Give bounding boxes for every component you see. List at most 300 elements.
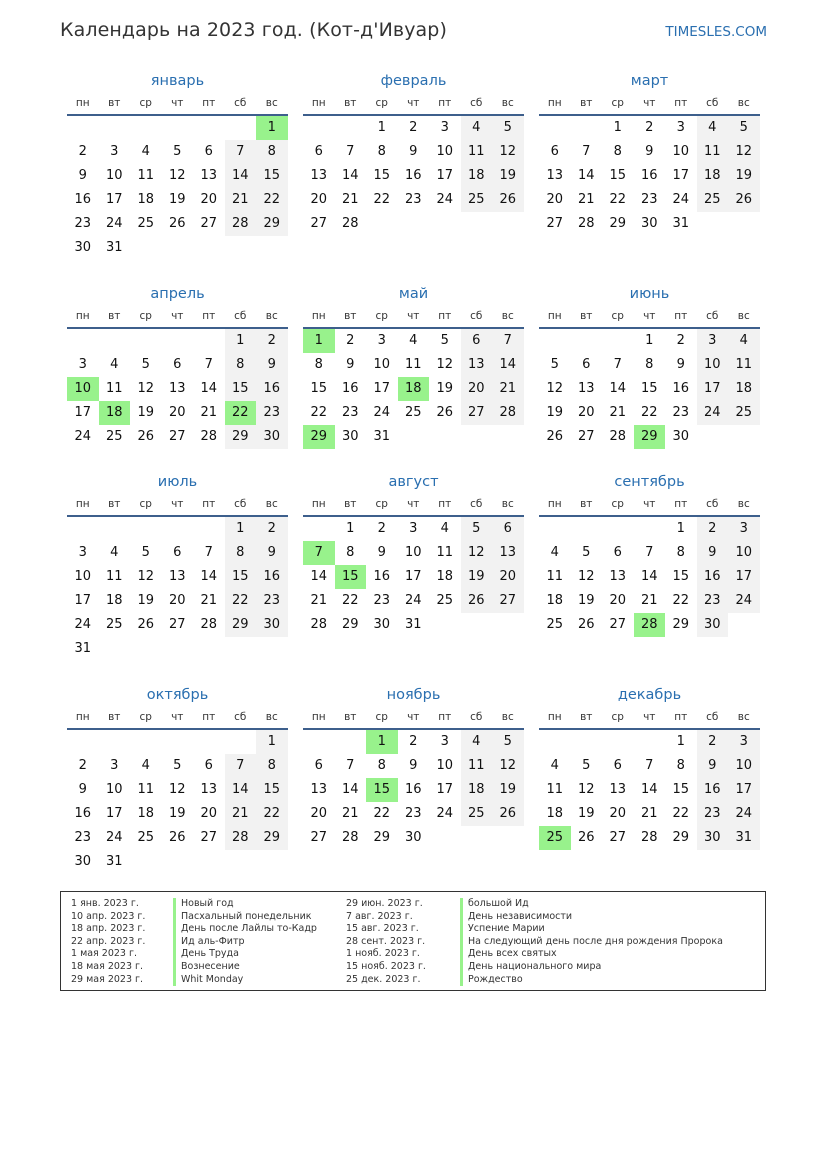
weekday-label: ср (375, 498, 388, 510)
weekday-label: ср (139, 310, 152, 322)
holiday-day: 7 (303, 541, 335, 565)
day-cell: 27 (200, 830, 218, 845)
day-cell: 8 (256, 140, 288, 164)
day-cell: 7 (346, 758, 355, 773)
day-cell: 8 (225, 541, 257, 565)
weekday-label: чт (643, 310, 656, 322)
day-cell: 4 (461, 730, 493, 754)
empty-cell (130, 730, 162, 754)
day-cell: 17 (436, 782, 454, 797)
day-cell: 10 (373, 357, 391, 372)
month-name: апрель (150, 286, 205, 302)
day-cell: 1 (225, 517, 257, 541)
empty-cell (303, 517, 335, 541)
holiday-name: День независимости (460, 911, 723, 924)
day-cell: 3 (676, 120, 685, 135)
day-cell: 9 (377, 545, 386, 560)
day-cell: 11 (436, 545, 454, 560)
day-cell: 8 (346, 545, 355, 560)
day-cell: 14 (492, 353, 524, 377)
day-cell: 18 (436, 569, 454, 584)
day-cell: 24 (404, 593, 422, 608)
day-cell: 29 (256, 826, 288, 850)
day-cell: 13 (200, 782, 218, 797)
month-block (303, 684, 524, 850)
day-cell: 5 (173, 144, 182, 159)
day-cell: 2 (676, 333, 685, 348)
day-cell: 26 (728, 188, 760, 212)
day-grid (67, 329, 288, 449)
day-cell: 11 (461, 754, 493, 778)
day-cell: 24 (105, 216, 123, 231)
month-name: январь (150, 73, 205, 89)
day-cell: 6 (314, 144, 323, 159)
day-cell: 22 (256, 802, 288, 826)
holiday-date: 25 дек. 2023 г. (346, 973, 421, 985)
day-cell: 21 (640, 593, 658, 608)
day-cell: 25 (436, 593, 454, 608)
holiday-name: Успение Марии (460, 923, 723, 936)
month-name: июнь (629, 286, 670, 302)
day-cell: 20 (492, 565, 524, 589)
day-cell: 27 (546, 216, 564, 231)
day-cell: 5 (173, 758, 182, 773)
day-cell: 20 (609, 593, 627, 608)
day-cell: 26 (436, 405, 454, 420)
day-cell: 22 (672, 593, 690, 608)
weekday-label: пн (75, 97, 90, 109)
day-cell: 18 (546, 806, 564, 821)
empty-cell (335, 730, 367, 754)
month-name: май (398, 286, 429, 302)
day-cell: 12 (492, 140, 524, 164)
day-cell: 30 (341, 429, 359, 444)
weekday-label: пт (674, 498, 688, 510)
day-cell: 6 (613, 758, 622, 773)
weekday-header (303, 493, 524, 517)
day-cell: 23 (672, 405, 690, 420)
day-cell: 19 (492, 164, 524, 188)
day-cell: 19 (137, 593, 155, 608)
day-cell: 13 (168, 381, 186, 396)
day-cell: 4 (141, 758, 150, 773)
day-cell: 12 (577, 782, 595, 797)
day-cell: 16 (74, 192, 92, 207)
day-cell: 28 (341, 216, 359, 231)
day-cell: 10 (672, 144, 690, 159)
day-cell: 25 (728, 401, 760, 425)
day-cell: 29 (225, 425, 257, 449)
day-cell: 21 (310, 593, 328, 608)
weekday-label: вт (108, 498, 121, 510)
day-cell: 15 (672, 569, 690, 584)
weekday-label: вс (737, 711, 750, 723)
weekday-label: пн (547, 711, 562, 723)
day-cell: 9 (409, 758, 418, 773)
day-cell: 20 (310, 806, 328, 821)
day-cell: 22 (373, 806, 391, 821)
weekday-label: чт (643, 97, 656, 109)
holiday-date: 1 нояб. 2023 г. (346, 948, 420, 960)
day-cell: 28 (200, 429, 218, 444)
day-cell: 20 (546, 192, 564, 207)
day-grid (67, 517, 288, 661)
day-grid (303, 730, 524, 850)
day-cell: 10 (728, 541, 760, 565)
day-cell: 17 (74, 405, 92, 420)
day-cell: 13 (609, 569, 627, 584)
weekday-label: пн (75, 711, 90, 723)
day-cell: 30 (256, 425, 288, 449)
holiday-date: 18 мая 2023 г. (71, 960, 144, 972)
day-cell: 23 (404, 806, 422, 821)
holiday-day: 29 (634, 425, 666, 449)
day-cell: 12 (546, 381, 564, 396)
day-cell: 29 (225, 613, 257, 637)
weekday-label: ср (139, 498, 152, 510)
weekday-label: чт (171, 498, 184, 510)
day-cell: 26 (168, 216, 186, 231)
day-cell: 19 (546, 405, 564, 420)
day-cell: 7 (492, 329, 524, 353)
holidays-name-column (460, 898, 723, 986)
day-cell: 7 (346, 144, 355, 159)
day-cell: 11 (697, 140, 729, 164)
day-cell: 12 (137, 569, 155, 584)
day-cell: 12 (728, 140, 760, 164)
weekday-label: ср (611, 97, 624, 109)
day-cell: 15 (609, 168, 627, 183)
month-block (67, 283, 288, 449)
day-cell: 30 (74, 240, 92, 255)
weekday-label: пн (311, 310, 326, 322)
day-cell: 15 (373, 168, 391, 183)
day-cell: 6 (492, 517, 524, 541)
day-cell: 31 (672, 216, 690, 231)
weekday-label: вт (344, 97, 357, 109)
day-cell: 30 (373, 617, 391, 632)
day-cell: 8 (676, 545, 685, 560)
day-cell: 29 (672, 617, 690, 632)
day-cell: 24 (373, 405, 391, 420)
empty-cell (571, 329, 603, 353)
day-cell: 21 (200, 593, 218, 608)
day-cell: 11 (461, 140, 493, 164)
day-cell: 17 (672, 168, 690, 183)
day-cell: 4 (697, 116, 729, 140)
day-cell: 19 (461, 565, 493, 589)
day-cell: 19 (492, 778, 524, 802)
day-cell: 30 (640, 216, 658, 231)
day-cell: 18 (105, 593, 123, 608)
day-cell: 9 (697, 541, 729, 565)
day-cell: 16 (373, 569, 391, 584)
day-cell: 15 (640, 381, 658, 396)
day-cell: 11 (137, 782, 155, 797)
weekday-label: ср (375, 97, 388, 109)
day-cell: 16 (404, 782, 422, 797)
day-cell: 19 (728, 164, 760, 188)
day-cell: 28 (200, 617, 218, 632)
day-cell: 13 (310, 782, 328, 797)
empty-cell (571, 517, 603, 541)
month-block (539, 684, 760, 850)
weekday-label: пт (202, 711, 216, 723)
day-cell: 14 (200, 381, 218, 396)
day-cell: 24 (436, 806, 454, 821)
day-cell: 27 (461, 401, 493, 425)
day-cell: 13 (577, 381, 595, 396)
day-cell: 24 (436, 192, 454, 207)
day-cell: 16 (697, 565, 729, 589)
site-link[interactable]: TIMESLES.COM (665, 24, 767, 40)
holiday-date: 22 апр. 2023 г. (71, 935, 146, 947)
weekday-label: чт (643, 498, 656, 510)
holiday-day: 15 (366, 778, 398, 802)
day-cell: 8 (314, 357, 323, 372)
holiday-name: Вознесение (173, 961, 317, 974)
empty-cell (571, 116, 603, 140)
day-cell: 6 (550, 144, 559, 159)
empty-cell (634, 730, 666, 754)
day-cell: 13 (461, 353, 493, 377)
day-cell: 23 (404, 192, 422, 207)
day-cell: 14 (341, 782, 359, 797)
empty-cell (67, 116, 99, 140)
day-cell: 4 (110, 357, 119, 372)
day-cell: 20 (609, 806, 627, 821)
empty-cell (162, 517, 194, 541)
day-cell: 1 (346, 521, 355, 536)
day-cell: 28 (640, 830, 658, 845)
holiday-name: День Труда (173, 948, 317, 961)
weekday-label: ср (139, 711, 152, 723)
weekday-header (67, 92, 288, 116)
day-cell: 25 (546, 617, 564, 632)
day-cell: 30 (74, 854, 92, 869)
day-cell: 13 (546, 168, 564, 183)
day-cell: 3 (697, 329, 729, 353)
day-cell: 22 (373, 192, 391, 207)
day-cell: 19 (577, 806, 595, 821)
day-cell: 25 (461, 802, 493, 826)
weekday-header (67, 493, 288, 517)
holiday-name: Новый год (173, 898, 317, 911)
empty-cell (225, 116, 257, 140)
empty-cell (130, 329, 162, 353)
weekday-label: чт (407, 498, 420, 510)
day-cell: 30 (697, 613, 729, 637)
day-cell: 27 (310, 830, 328, 845)
day-cell: 8 (676, 758, 685, 773)
day-cell: 19 (436, 381, 454, 396)
weekday-label: сб (234, 310, 247, 322)
holiday-date: 7 авг. 2023 г. (346, 910, 413, 922)
day-cell: 16 (672, 381, 690, 396)
empty-cell (99, 730, 131, 754)
day-cell: 10 (436, 758, 454, 773)
day-cell: 26 (577, 617, 595, 632)
holiday-date: 29 мая 2023 г. (71, 973, 144, 985)
weekday-label: ср (375, 310, 388, 322)
day-cell: 6 (204, 758, 213, 773)
weekday-label: вс (501, 97, 514, 109)
day-cell: 4 (550, 758, 559, 773)
weekday-label: пн (547, 97, 562, 109)
day-cell: 12 (577, 569, 595, 584)
day-cell: 28 (225, 212, 257, 236)
weekday-label: пт (202, 498, 216, 510)
day-cell: 24 (74, 429, 92, 444)
weekday-label: пт (674, 711, 688, 723)
day-cell: 17 (105, 806, 123, 821)
holiday-name: День после Лайлы то-Кадр (173, 923, 317, 936)
day-cell: 20 (168, 593, 186, 608)
day-cell: 4 (440, 521, 449, 536)
day-cell: 3 (440, 734, 449, 749)
day-cell: 17 (404, 569, 422, 584)
day-cell: 24 (728, 802, 760, 826)
day-cell: 26 (577, 830, 595, 845)
holiday-date: 1 янв. 2023 г. (71, 898, 139, 909)
day-cell: 5 (440, 333, 449, 348)
day-cell: 31 (728, 826, 760, 850)
day-cell: 6 (173, 357, 182, 372)
holiday-day: 10 (67, 377, 99, 401)
day-cell: 3 (78, 545, 87, 560)
day-grid (539, 329, 760, 449)
day-cell: 16 (404, 168, 422, 183)
day-cell: 22 (609, 192, 627, 207)
day-cell: 7 (225, 140, 257, 164)
day-cell: 24 (728, 589, 760, 613)
month-name: март (630, 73, 669, 89)
weekday-label: пт (438, 97, 452, 109)
empty-cell (162, 730, 194, 754)
weekday-label: вс (265, 498, 278, 510)
day-cell: 4 (461, 116, 493, 140)
weekday-label: сб (470, 310, 483, 322)
day-cell: 9 (645, 144, 654, 159)
weekday-label: ср (611, 498, 624, 510)
day-cell: 21 (577, 192, 595, 207)
day-cell: 29 (341, 617, 359, 632)
holiday-date: 1 мая 2023 г. (71, 948, 137, 960)
day-cell: 23 (341, 405, 359, 420)
weekday-label: пт (674, 97, 688, 109)
day-cell: 24 (105, 830, 123, 845)
day-cell: 6 (314, 758, 323, 773)
day-cell: 4 (110, 545, 119, 560)
day-cell: 24 (74, 617, 92, 632)
empty-cell (193, 517, 225, 541)
weekday-label: пн (311, 97, 326, 109)
day-cell: 27 (609, 617, 627, 632)
day-cell: 14 (200, 569, 218, 584)
weekday-label: вт (108, 97, 121, 109)
day-cell: 8 (645, 357, 654, 372)
day-cell: 17 (697, 377, 729, 401)
empty-cell (99, 517, 131, 541)
day-grid (539, 730, 760, 850)
weekday-label: ср (375, 711, 388, 723)
weekday-label: чт (171, 310, 184, 322)
day-cell: 17 (373, 381, 391, 396)
holiday-day: 18 (398, 377, 430, 401)
day-cell: 15 (310, 381, 328, 396)
weekday-label: пн (547, 310, 562, 322)
day-cell: 12 (168, 782, 186, 797)
month-name: ноябрь (386, 687, 441, 703)
day-cell: 25 (105, 617, 123, 632)
day-cell: 14 (310, 569, 328, 584)
day-cell: 21 (200, 405, 218, 420)
day-cell: 4 (141, 144, 150, 159)
weekday-label: вс (265, 310, 278, 322)
holiday-day: 28 (634, 613, 666, 637)
day-cell: 5 (728, 116, 760, 140)
day-cell: 3 (110, 758, 119, 773)
holiday-name: День национального мира (460, 961, 723, 974)
empty-cell (335, 116, 367, 140)
weekday-label: вт (344, 711, 357, 723)
day-cell: 2 (256, 329, 288, 353)
weekday-label: пн (547, 498, 562, 510)
month-block (539, 283, 760, 449)
weekday-label: пт (674, 310, 688, 322)
day-cell: 17 (728, 565, 760, 589)
holiday-day: 22 (225, 401, 257, 425)
day-cell: 23 (74, 830, 92, 845)
day-cell: 6 (461, 329, 493, 353)
day-cell: 14 (640, 782, 658, 797)
day-cell: 11 (105, 381, 123, 396)
day-cell: 20 (168, 405, 186, 420)
holidays-date-column (346, 898, 426, 986)
empty-cell (193, 116, 225, 140)
day-cell: 8 (377, 758, 386, 773)
empty-cell (303, 116, 335, 140)
holiday-name: Ид аль-Фитр (173, 936, 317, 949)
day-cell: 8 (256, 754, 288, 778)
day-cell: 20 (200, 806, 218, 821)
month-block (539, 471, 760, 637)
day-cell: 2 (697, 730, 729, 754)
day-cell: 9 (256, 353, 288, 377)
holiday-name: На следующий день после дня рождения Пророка (460, 936, 723, 949)
day-cell: 3 (377, 333, 386, 348)
day-cell: 7 (204, 545, 213, 560)
day-cell: 16 (256, 565, 288, 589)
day-cell: 27 (609, 830, 627, 845)
day-cell: 4 (550, 545, 559, 560)
day-cell: 29 (672, 830, 690, 845)
day-cell: 13 (492, 541, 524, 565)
month-name: февраль (380, 73, 447, 89)
day-cell: 17 (105, 192, 123, 207)
weekday-label: вт (580, 97, 593, 109)
day-cell: 16 (74, 806, 92, 821)
weekday-header (67, 305, 288, 329)
day-cell: 31 (373, 429, 391, 444)
holiday-date: 10 апр. 2023 г. (71, 910, 146, 922)
day-grid (539, 517, 760, 637)
day-cell: 2 (409, 120, 418, 135)
weekday-label: вс (265, 97, 278, 109)
weekday-header (303, 706, 524, 730)
day-cell: 21 (225, 188, 257, 212)
day-cell: 18 (461, 778, 493, 802)
